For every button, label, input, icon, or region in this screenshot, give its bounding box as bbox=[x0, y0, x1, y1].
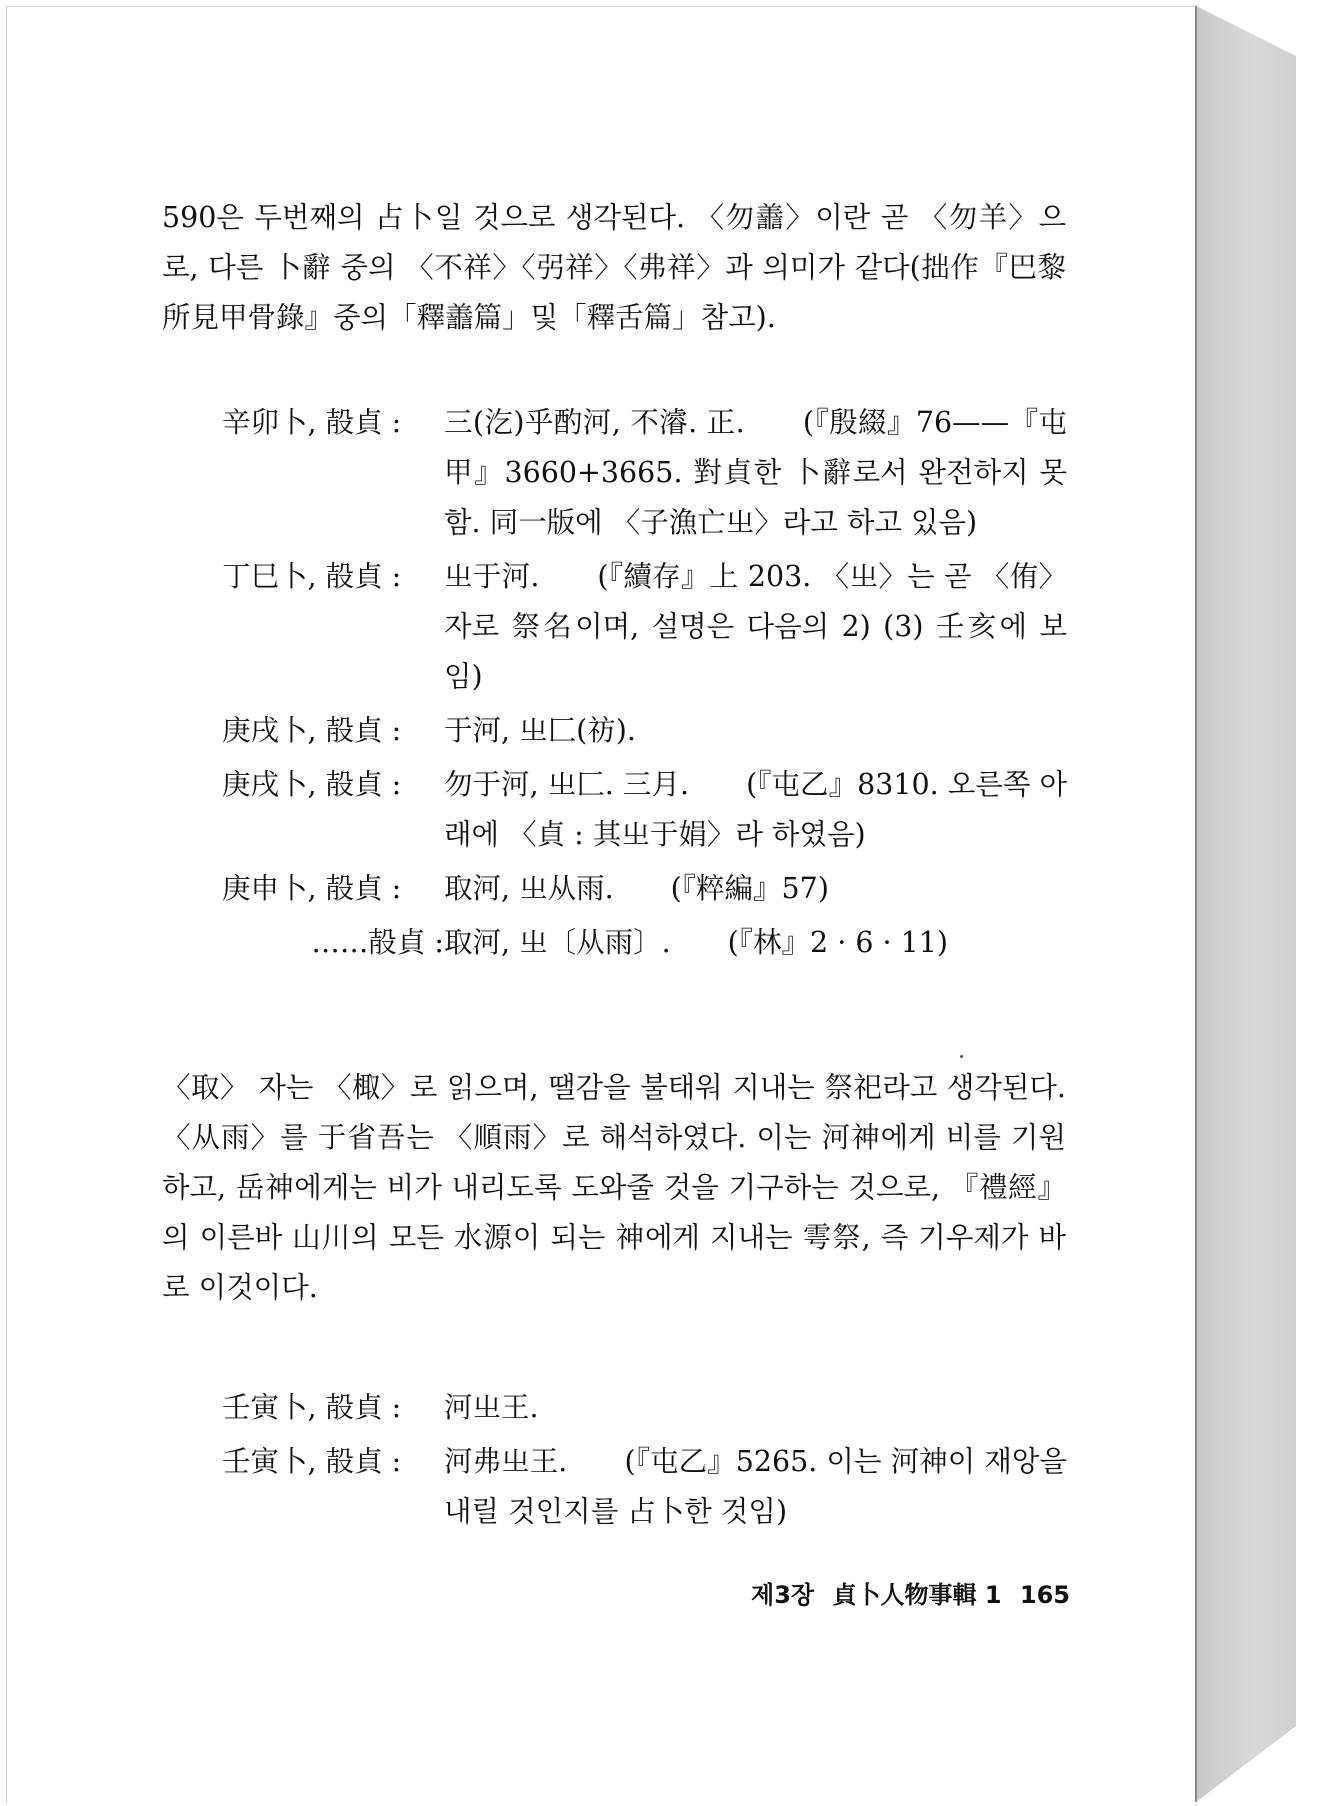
entry-body: 取河, 㞢〔从雨〕. (『林』2 · 6 · 11) bbox=[444, 926, 949, 959]
entry-body: 三(汔)乎酌河, 不濬. 正. (『殷綴』76——『屯甲』3660+3665. 對貞한 卜辭로서 완전하지 못함. 同一版에 〈子漁亡㞢〉라고 하고 있음) bbox=[444, 406, 1067, 539]
divination-entries-2 bbox=[222, 1383, 1067, 1541]
entry-body: 河弗㞢王. (『屯乙』5265. 이는 河神이 재앙을 내릴 것인지를 占卜한 것임) bbox=[444, 1445, 1067, 1528]
paragraph-2: 〈取〉 자는 〈棷〉로 읽으며, 땔감을 불태워 지내는 祭祀라고 생각된다. 〈从雨〉를 于省吾는 〈順雨〉로 해석하였다. 이는 河神에게 비를 기원하고, 岳神에게는 비가 내리도록 도와줄 것을 기구하는 것으로, 『禮經』의 이른바 山川의 모든 水源이 되는 神에게 지내는 雩祭, 즉 기우제가 바로 이것이다. bbox=[162, 1071, 1066, 1304]
entry-body: 勿于河, 㞢匚. 三月. (『屯乙』8310. 오른쪽 아래에 〈貞 : 其㞢于娟〉라 하였음) bbox=[444, 768, 1067, 851]
speck bbox=[960, 1055, 963, 1058]
page-edge-line bbox=[1195, 6, 1197, 1802]
entry bbox=[222, 1437, 1067, 1537]
entry-lead: 辛卯卜, 㱿貞 : bbox=[222, 406, 402, 439]
entry-body: 河㞢王. bbox=[444, 1391, 539, 1424]
footer-chapter: 제3장 bbox=[751, 1581, 815, 1609]
entry-lead: 庚戌卜, 㱿貞 : bbox=[222, 714, 402, 747]
entry-body: 取河, 㞢从雨. (『粹編』57) bbox=[444, 872, 829, 905]
entry-lead: 庚申卜, 㱿貞 : bbox=[222, 872, 402, 905]
entry bbox=[222, 1383, 1067, 1433]
entry-lead: 庚戌卜, 㱿貞 : bbox=[222, 768, 402, 801]
entry bbox=[222, 864, 1067, 914]
page-number: 165 bbox=[1019, 1581, 1070, 1609]
paragraph-1: 590은 두번째의 占卜일 것으로 생각된다. 〈勿譱〉이란 곧 〈勿羊〉으로, 다른 卜辭 중의 〈不祥〉〈弜祥〉〈弗祥〉과 의미가 같다(拙作『巴黎所見甲骨錄』중의「釋譱篇」및「釋舌篇」참고). bbox=[162, 201, 1066, 334]
entry bbox=[222, 760, 1067, 860]
entry-lead: 壬寅卜, 㱿貞 : bbox=[222, 1391, 402, 1424]
entry-lead: ……㱿貞 : bbox=[311, 926, 444, 959]
entry bbox=[222, 918, 1067, 968]
entry-body: 㞢于河. (『續存』上 203. 〈㞢〉는 곧 〈侑〉자로 祭名이며, 설명은 다음의 2) (3) 壬亥에 보임) bbox=[444, 560, 1067, 693]
entry-lead: 丁巳卜, 㱿貞 : bbox=[222, 560, 402, 593]
page-footer bbox=[700, 1575, 1070, 1610]
divination-entries-1 bbox=[222, 398, 1067, 972]
entry bbox=[222, 398, 1067, 548]
entry-lead: 壬寅卜, 㱿貞 : bbox=[222, 1445, 402, 1478]
entry-body: 于河, 㞢匚(祊). bbox=[444, 714, 636, 747]
entry bbox=[222, 552, 1067, 702]
entry bbox=[222, 706, 1067, 756]
book-spine bbox=[1196, 6, 1296, 1802]
footer-title: 貞卜人物事輯 1 bbox=[832, 1581, 1002, 1609]
